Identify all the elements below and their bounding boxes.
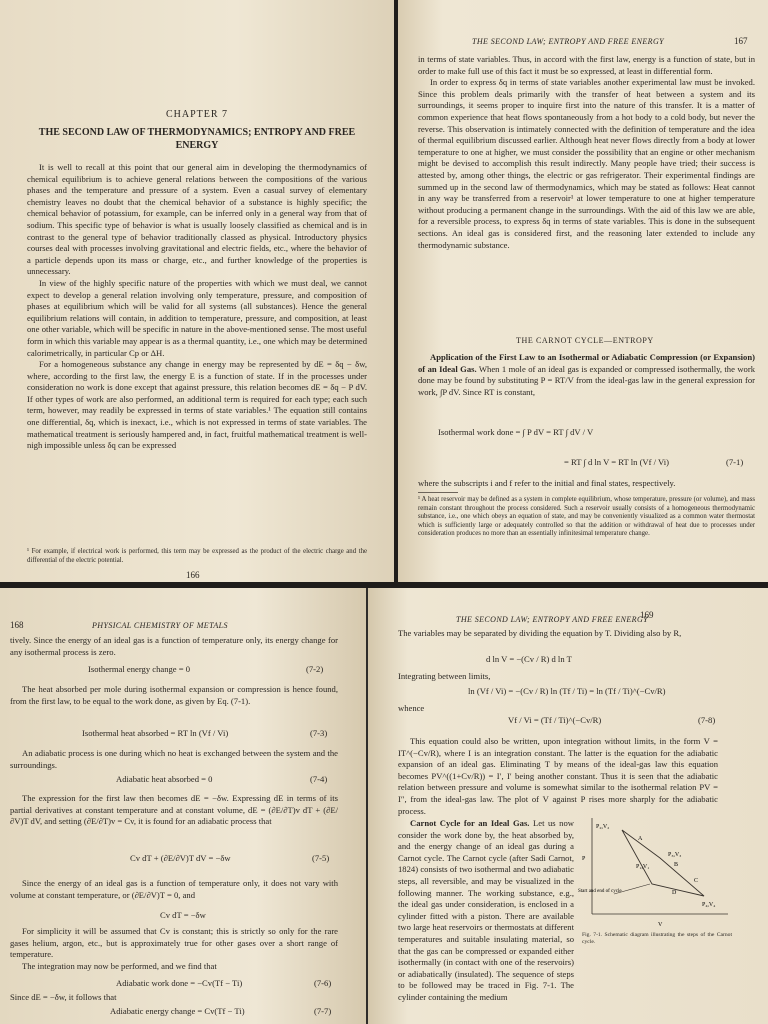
equation-number: (7-4): [310, 774, 328, 784]
body-text: [27, 162, 367, 452]
carnot-cycle-diagram: [578, 810, 738, 930]
page-167: [398, 0, 768, 582]
footnote: ¹ A heat reservoir may be defined as a system in complete equilibrium, whose temperature, pressure (or volume), and mass remain constant throughout the process considered. Such a reservoir usually consists of a homogeneous thermodynamic substance, i.e., one which obeys an equation of state, and may be conveniently visualized as a common water thermostat which is sufficiently large or adequately controlled so that the addition or withdrawal of heat due to processes under consideration produces no more than an essentially infinitesimal temperature change.: [418, 496, 755, 538]
label-c: C: [694, 878, 699, 884]
label-p1v1: P₁,V₁: [636, 864, 650, 870]
page-166: [0, 0, 394, 582]
paragraph: For a homogeneous substance any change in energy may be represented by dE = δq − δw, where, according to the first law, the energy E is a function of state. If in the processes under consideration no work is done except that against pressure, this relation becomes dE = δq − P dV. If other types of work are also performed, an additional term is required for each type; each such term, however, may readily be expressed in terms of state variables.¹ The equation still contains one differential, δq, which is inexact, i.e., which is not expressed in terms of state variables. The mathematical treatment is seriously hampered and, in fact, fruitful mathematical treatment is well-nigh impossible unless δq can be expressed: [27, 359, 367, 451]
paragraph: In order to express δq in terms of state variables another experimental law must be invoked. Since this problem deals primarily with the transfer of heat between a system and its surroundings, it seems proper to inquire first into the nature of this transfer. It is a matter of common experience that heat flows spontaneously from a hot body to a cold body, but never the reverse. This observation is intimately connected with the definition of temperature and the idea of thermal equilibrium discussed earlier. Although heat never flows directly from a body at lower temperature to one at higher, we must consider the possibility that an engine or other mechanism might be devised to accomplish this result indirectly. Many people have tried; their success is attested by, among other things, the electric or gas refrigerator. Their experimental findings are summed up in the second law of thermodynamics, which may be stated as follows: Heat cannot in any way be transferred from a reservoir¹ at lower temperature to one at higher temperature without producing a permanent change in the surroundings. With the aid of this law we are able, for a reversible process, to express δq in terms of state variables. This is done in the subsequent sections. An ideal gas is considered first, and the reasoning later extended to include any thermodynamic substance.: [418, 77, 755, 250]
footnote-rule: [418, 492, 458, 493]
paragraph: For simplicity it will be assumed that Cv is constant; this is strictly so only for the rare gases helium, argon, etc., but is approximately true for other gases over a short range of temperature.: [10, 926, 338, 960]
running-header: PHYSICAL CHEMISTRY OF METALS: [92, 621, 228, 630]
label-b: B: [674, 862, 679, 868]
paragraph: Since the energy of an ideal gas is a function of temperature only, it does not vary with volume at constant temperature, or (∂E/∂V)T = 0, and: [10, 878, 338, 900]
label-v-axis: V: [658, 922, 663, 928]
equation-7-4: Adiabatic heat absorbed = 0: [116, 774, 213, 784]
paragraph: where the subscripts i and f refer to the initial and final states, respectively.: [418, 478, 676, 488]
chapter-number: CHAPTER 7: [165, 109, 229, 120]
section-heading: THE CARNOT CYCLE—ENTROPY: [516, 336, 654, 345]
carnot-heading: Carnot Cycle for an Ideal Gas.: [410, 818, 530, 828]
running-header: THE SECOND LAW; ENTROPY AND FREE ENERGY: [472, 37, 664, 46]
page-number: 168: [10, 620, 24, 630]
paragraph: The integration may now be performed, and we find that: [22, 960, 217, 971]
footnote: ¹ For example, if electrical work is performed, this term may be expressed as the product of the electric charge and the differential of the electric potential.: [27, 548, 367, 564]
paragraph: [398, 818, 574, 1004]
paragraph: Since dE = −δw, it follows that: [10, 992, 117, 1002]
equation-7-8: Vf / Vi = (Tf / Ti)^(−Cv/R): [508, 715, 602, 725]
figure-caption: Fig. 7-1. Schematic diagram illustrating the steps of the Carnot cycle.: [582, 932, 732, 945]
equation-7-3: Isothermal heat absorbed = RT ln (Vf / Vi): [82, 728, 229, 738]
paragraph: The expression for the first law then becomes dE = −δw. Expressing dE in terms of its partial derivatives at constant temperature and at constant volume, dE = (∂E/∂T)v dT + (∂E/∂V)T dV, and setting (∂E/∂T)v = Cv, it is found for an adiabatic process that: [10, 793, 338, 827]
label-a: A: [638, 836, 643, 842]
label-d: D: [672, 890, 677, 896]
label-p4v4: P₄,V₄: [702, 902, 716, 908]
paragraph: Integrating between limits,: [398, 671, 491, 681]
equation-7-2: Isothermal energy change = 0: [88, 664, 191, 674]
carnot-text: Let us now consider the work done by, the heat absorbed by, and the energy change of an ideal gas during a Carnot cycle. The Carnot cycle (after Sadi Carnot, 1824) consists of two isothermal and two adiabatic steps, all reversible, and may be visualized in the following manner. The working substance, e.g., the ideal gas under consideration, is enclosed in a cylinder fitted with a piston. There are available two large heat reservoirs or thermostats at different temperatures and suitable insulating material, so that the gas can be compressed or expanded either isothermally (in contact with one of the reservoirs) or adiabatically (insulated). The sequence of steps to be followed may be traced in Fig. 7-1. The cylinder containing the medium: [398, 818, 574, 1002]
subheading: Application of the First Law to an Isothermal or Adiabatic Compression (or Expansion) of an Ideal Gas.: [418, 352, 755, 374]
equation: d ln V = −(Cv / R) d ln T: [486, 654, 572, 664]
body-text: [418, 54, 755, 251]
equation-number: (7-8): [698, 715, 716, 725]
label-p3v3: P₃,V₃: [668, 852, 682, 858]
equation-7-7: Adiabatic energy change = Cv(Tf − Ti): [110, 1006, 245, 1016]
paragraph: This equation could also be written, upon integration without limits, in the form V = IT^(−Cv/R), where I is an integration constant. The latter is the equation for the adiabatic expansion of an ideal gas. Eliminating T by means of the ideal-gas law this equation becomes PV^((1+Cv/R)) = I′, I′ being another constant. Thus it is seen that the adiabatic relation between pressure and volume is somewhat similar to the isothermal relation PV = I″, from the ideal-gas law. The plot of V against P rises more sharply for the adiabatic process.: [398, 736, 718, 816]
label-p2v2: P₂,V₂: [596, 824, 610, 830]
equation: ln (Vf / Vi) = −(Cv / R) ln (Tf / Ti) = ln (Tf / Ti)^(−Cv/R): [468, 686, 666, 696]
page-number: 169: [640, 610, 654, 620]
paragraph: An adiabatic process is one during which no heat is exchanged between the system and the surroundings.: [10, 748, 338, 770]
equation: Cv dT = −δw: [160, 910, 206, 920]
subheading-text: When 1 mole of an ideal gas is expanded or compressed isothermally, the work done may be found by substituting P = RT/V from the ideal-gas law in the general expression for work, ∫P dV. Since RT is constant,: [418, 363, 756, 397]
equation-number: (7-6): [314, 978, 332, 988]
label-p-axis: P: [582, 856, 586, 862]
chapter-title: THE SECOND LAW OF THERMODYNAMICS; ENTROPY AND FREE ENERGY: [38, 127, 356, 151]
equation-7-5: Cv dT + (∂E/∂V)T dV = −δw: [130, 853, 231, 863]
page-169: [368, 588, 768, 1024]
equation-7-1-line2: = RT ∫ d ln V = RT ln (Vf / Vi): [564, 457, 669, 467]
equation-number: (7-1): [726, 457, 744, 467]
page-168: [0, 588, 366, 1024]
equation-7-6: Adiabatic work done = −Cv(Tf − Ti): [116, 978, 243, 988]
paragraph: tively. Since the energy of an ideal gas is a function of temperature only, its energy change for any isothermal process is zero.: [10, 635, 338, 657]
paragraph: It is well to recall at this point that our general aim in developing the thermodynamics of chemical equilibrium is to achieve general relations between the compositions of the various phases and the temperature and pressure of a system. Even a casual survey of elementary chemistry leaves no doubt that the chemical behavior of a substance is highly specific; the chemical behavior of potassium, for example, can be inferred only in a general way from that of sodium. This specific type of behavior is what is usually loosely classified as chemical and is in contrast to the general type of behavior traditionally classed as physical. Introductory physics courses deal with processes involving gravitational and electric fields, etc., where the behavior of a particle depends upon its mass or charge, etc., and further knowledge of the properties is unnecessary.: [27, 162, 367, 277]
page-number: 166: [186, 570, 200, 580]
equation-number: (7-7): [314, 1006, 332, 1016]
equation-number: (7-5): [312, 853, 330, 863]
whence-label: whence: [398, 703, 425, 713]
subsection: [418, 352, 755, 398]
equation-number: (7-3): [310, 728, 328, 738]
page-number: 167: [734, 36, 748, 46]
cycle-path: [622, 830, 704, 896]
paragraph: The variables may be separated by dividing the equation by T. Dividing also by R,: [398, 628, 682, 638]
paragraph: In view of the highly specific nature of the properties with which we must deal, we cannot expect to develop a general relation involving only temperature, pressure, and composition of phases at equilibrium which will be valid for all systems (all substances). Hence the general equilibrium relations will contain, in addition to temperature, pressure, and composition, at least one other variable, which will be specific in nature in the above-mentioned sense. The most useful form in which this variable may appear is as a thermal quantity, i.e., one which may be determined calorimetrically, in particular Cp or ΔH.: [27, 277, 367, 358]
paragraph: in terms of state variables. Thus, in accord with the first law, energy is a function of state, but in order to make full use of this fact it must be so expressed, at least in differential form.: [418, 54, 755, 76]
running-header: THE SECOND LAW; ENTROPY AND FREE ENERGY: [456, 615, 648, 624]
paragraph: The heat absorbed per mole during isothermal expansion or compression is hence found, from the first law, to be equal to the work done, as given by Eq. (7-1).: [10, 684, 338, 706]
equation-7-1-line1: Isothermal work done = ∫ P dV = RT ∫ dV / V: [438, 427, 594, 437]
label-start: Start and end of cycle: [578, 889, 622, 894]
equation-number: (7-2): [306, 664, 324, 674]
